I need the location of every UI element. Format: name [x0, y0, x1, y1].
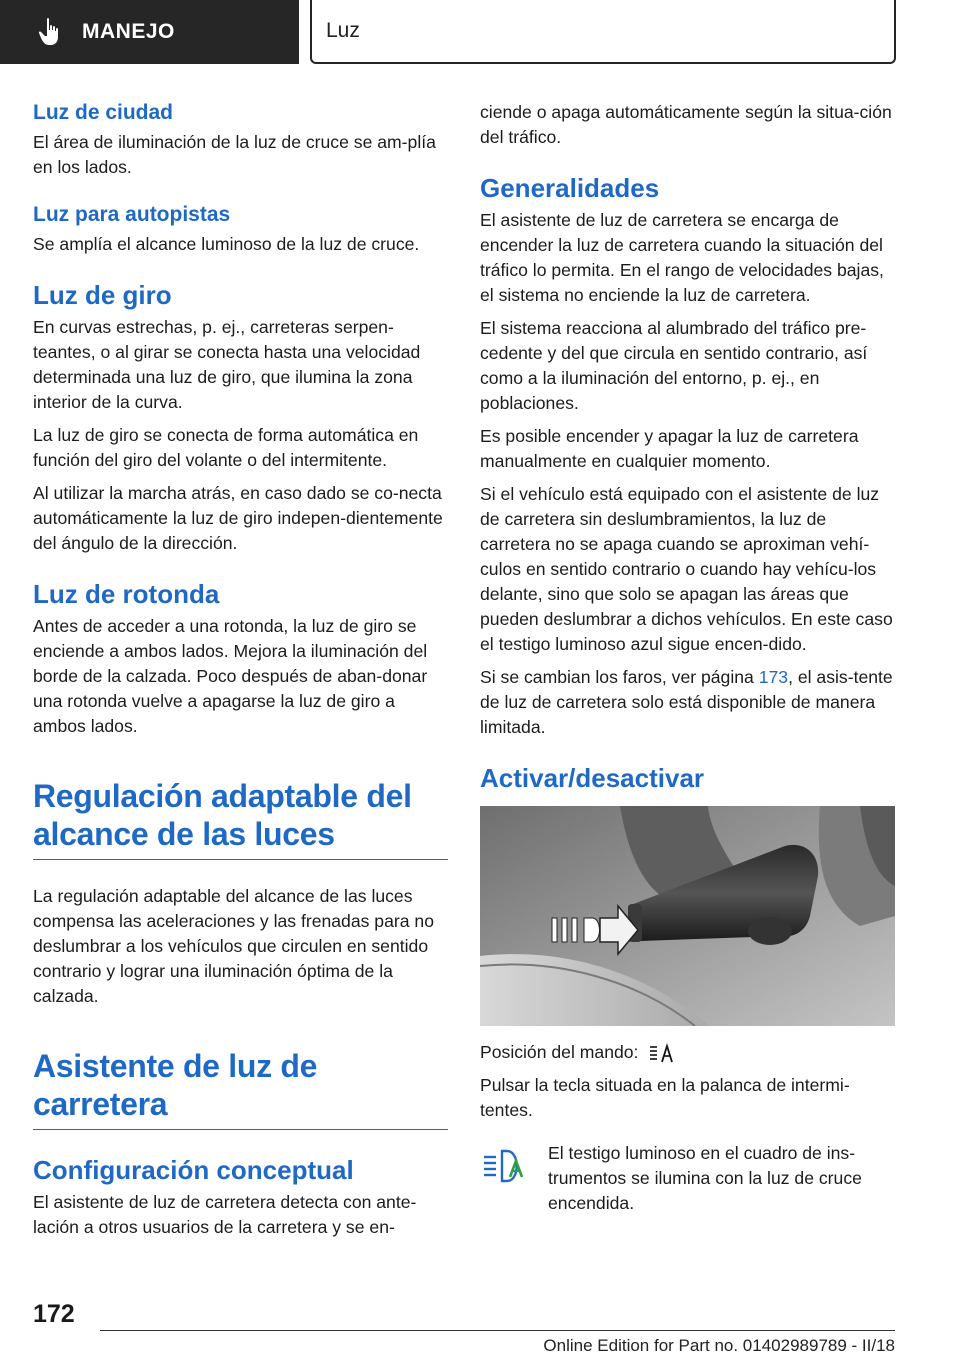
- control-position-row: [480, 1040, 895, 1065]
- heading-regulacion-adaptable: Regulación adaptable del alcance de las luces: [33, 777, 448, 860]
- stalk-illustration: [480, 806, 895, 1026]
- high-beam-assistant-indicator-icon: [480, 1141, 530, 1191]
- para-adaptive: La regulación adaptable del alcance de las luces compensa las aceleraciones y las frenadas para no deslumbrar a los vehículos que circulen en sentido contrario y lograr una iluminación óptima de la calzada.: [33, 886, 434, 1006]
- edition-info: Online Edition for Part no. 01402989789 - II/18: [543, 1336, 895, 1355]
- para-turn-1: En curvas estrechas, p. ej., carreteras serpen‐teantes, o al girar se conecta hasta una velocidad determinada una luz de giro, que ilumina la zona interior de la curva.: [33, 317, 421, 412]
- para-indicator: El testigo luminoso en el cuadro de ins‐trumentos se ilumina con la luz de cruce encendida.: [548, 1143, 862, 1213]
- turn-signal-stalk-photo: [480, 806, 895, 1026]
- heading-configuracion-conceptual: Configuración conceptual: [33, 1155, 354, 1185]
- section-tab-manejo[interactable]: [0, 0, 299, 64]
- para-concept: El asistente de luz de carretera detecta con ante‐lación a otros usuarios de la carretera y se en‐: [33, 1192, 417, 1237]
- high-beam-auto-icon: [648, 1042, 674, 1064]
- section-label: MANEJO: [82, 20, 175, 43]
- heading-luz-de-ciudad: Luz de ciudad: [33, 101, 174, 124]
- para-general-2: El sistema reacciona al alumbrado del tráfico pre‐cedente y del que circula en sentido contrario, así como a la iluminación del entorno, p. ej., en poblaciones.: [480, 318, 868, 413]
- para-turn-3: Al utilizar la marcha atrás, en caso dado se co‐necta automáticamente la luz de giro indepen‐dientemente del ángulo de la dirección.: [33, 483, 443, 553]
- heading-luz-de-rotonda: Luz de rotonda: [33, 579, 220, 609]
- chapter-tab-luz[interactable]: [310, 0, 896, 64]
- footer-divider: [100, 1330, 895, 1331]
- header-tab-bar: [0, 0, 960, 66]
- page-link-173[interactable]: 173: [758, 667, 789, 687]
- para-general-4: Si el vehículo está equipado con el asistente de luz de carretera sin deslumbramientos, la luz de carretera no se apaga cuando se aproximan vehí‐culos en sentido contrario o cuando hay vehícu‐los delante, sino que solo se apagan las áreas que pueden deslumbrar a dichos vehículos. En este caso el testigo luminoso azul sigue encen‐dido.: [480, 484, 893, 654]
- heading-luz-de-giro: Luz de giro: [33, 280, 172, 310]
- heading-luz-autopistas: Luz para autopistas: [33, 203, 231, 226]
- heading-activar-desactivar: Activar/desactivar: [480, 763, 705, 793]
- para-general-1: El asistente de luz de carretera se encarga de encender la luz de carretera cuando la situación del tráfico lo permita. En el rango de velocidades bajas, el sistema no enciende la luz de carretera.: [480, 210, 884, 305]
- hand-pointer-icon: [38, 17, 64, 47]
- para-general-5: Si se cambian los faros, ver página 173, el asis‐tente de luz de carretera solo está disponible de manera limitada.: [480, 667, 893, 737]
- para-press: Pulsar la tecla situada en la palanca de intermi‐tentes.: [480, 1075, 850, 1120]
- para-turn-2: La luz de giro se conecta de forma automática en función del giro del volante o del intermitente.: [33, 425, 419, 470]
- para-city: El área de iluminación de la luz de cruce se am‐plía en los lados.: [33, 132, 436, 177]
- heading-asistente-luz-carretera: Asistente de luz de carretera: [33, 1047, 448, 1130]
- para-concept-continued: ciende o apaga automáticamente según la situa‐ción del tráfico.: [480, 102, 892, 147]
- indicator-note: [480, 1141, 895, 1216]
- para-general-3: Es posible encender y apagar la luz de carretera manualmente en cualquier momento.: [480, 426, 859, 471]
- para-position: Posición del mando:: [480, 1042, 639, 1062]
- right-column: [480, 100, 895, 1216]
- para-roundabout: Antes de acceder a una rotonda, la luz de giro se enciende a ambos lados. Mejora la iluminación del borde de la calzada. Poco después de aban‐donar una rotonda vuelve a apagarse la luz de giro a ambos lados.: [33, 616, 428, 736]
- page-number: 172: [33, 1300, 75, 1328]
- heading-generalidades: Generalidades: [480, 173, 660, 203]
- page-footer: [0, 1296, 960, 1362]
- chapter-title: Luz: [326, 19, 360, 42]
- para-highway: Se amplía el alcance luminoso de la luz de cruce.: [33, 234, 420, 254]
- left-column: [33, 100, 448, 1248]
